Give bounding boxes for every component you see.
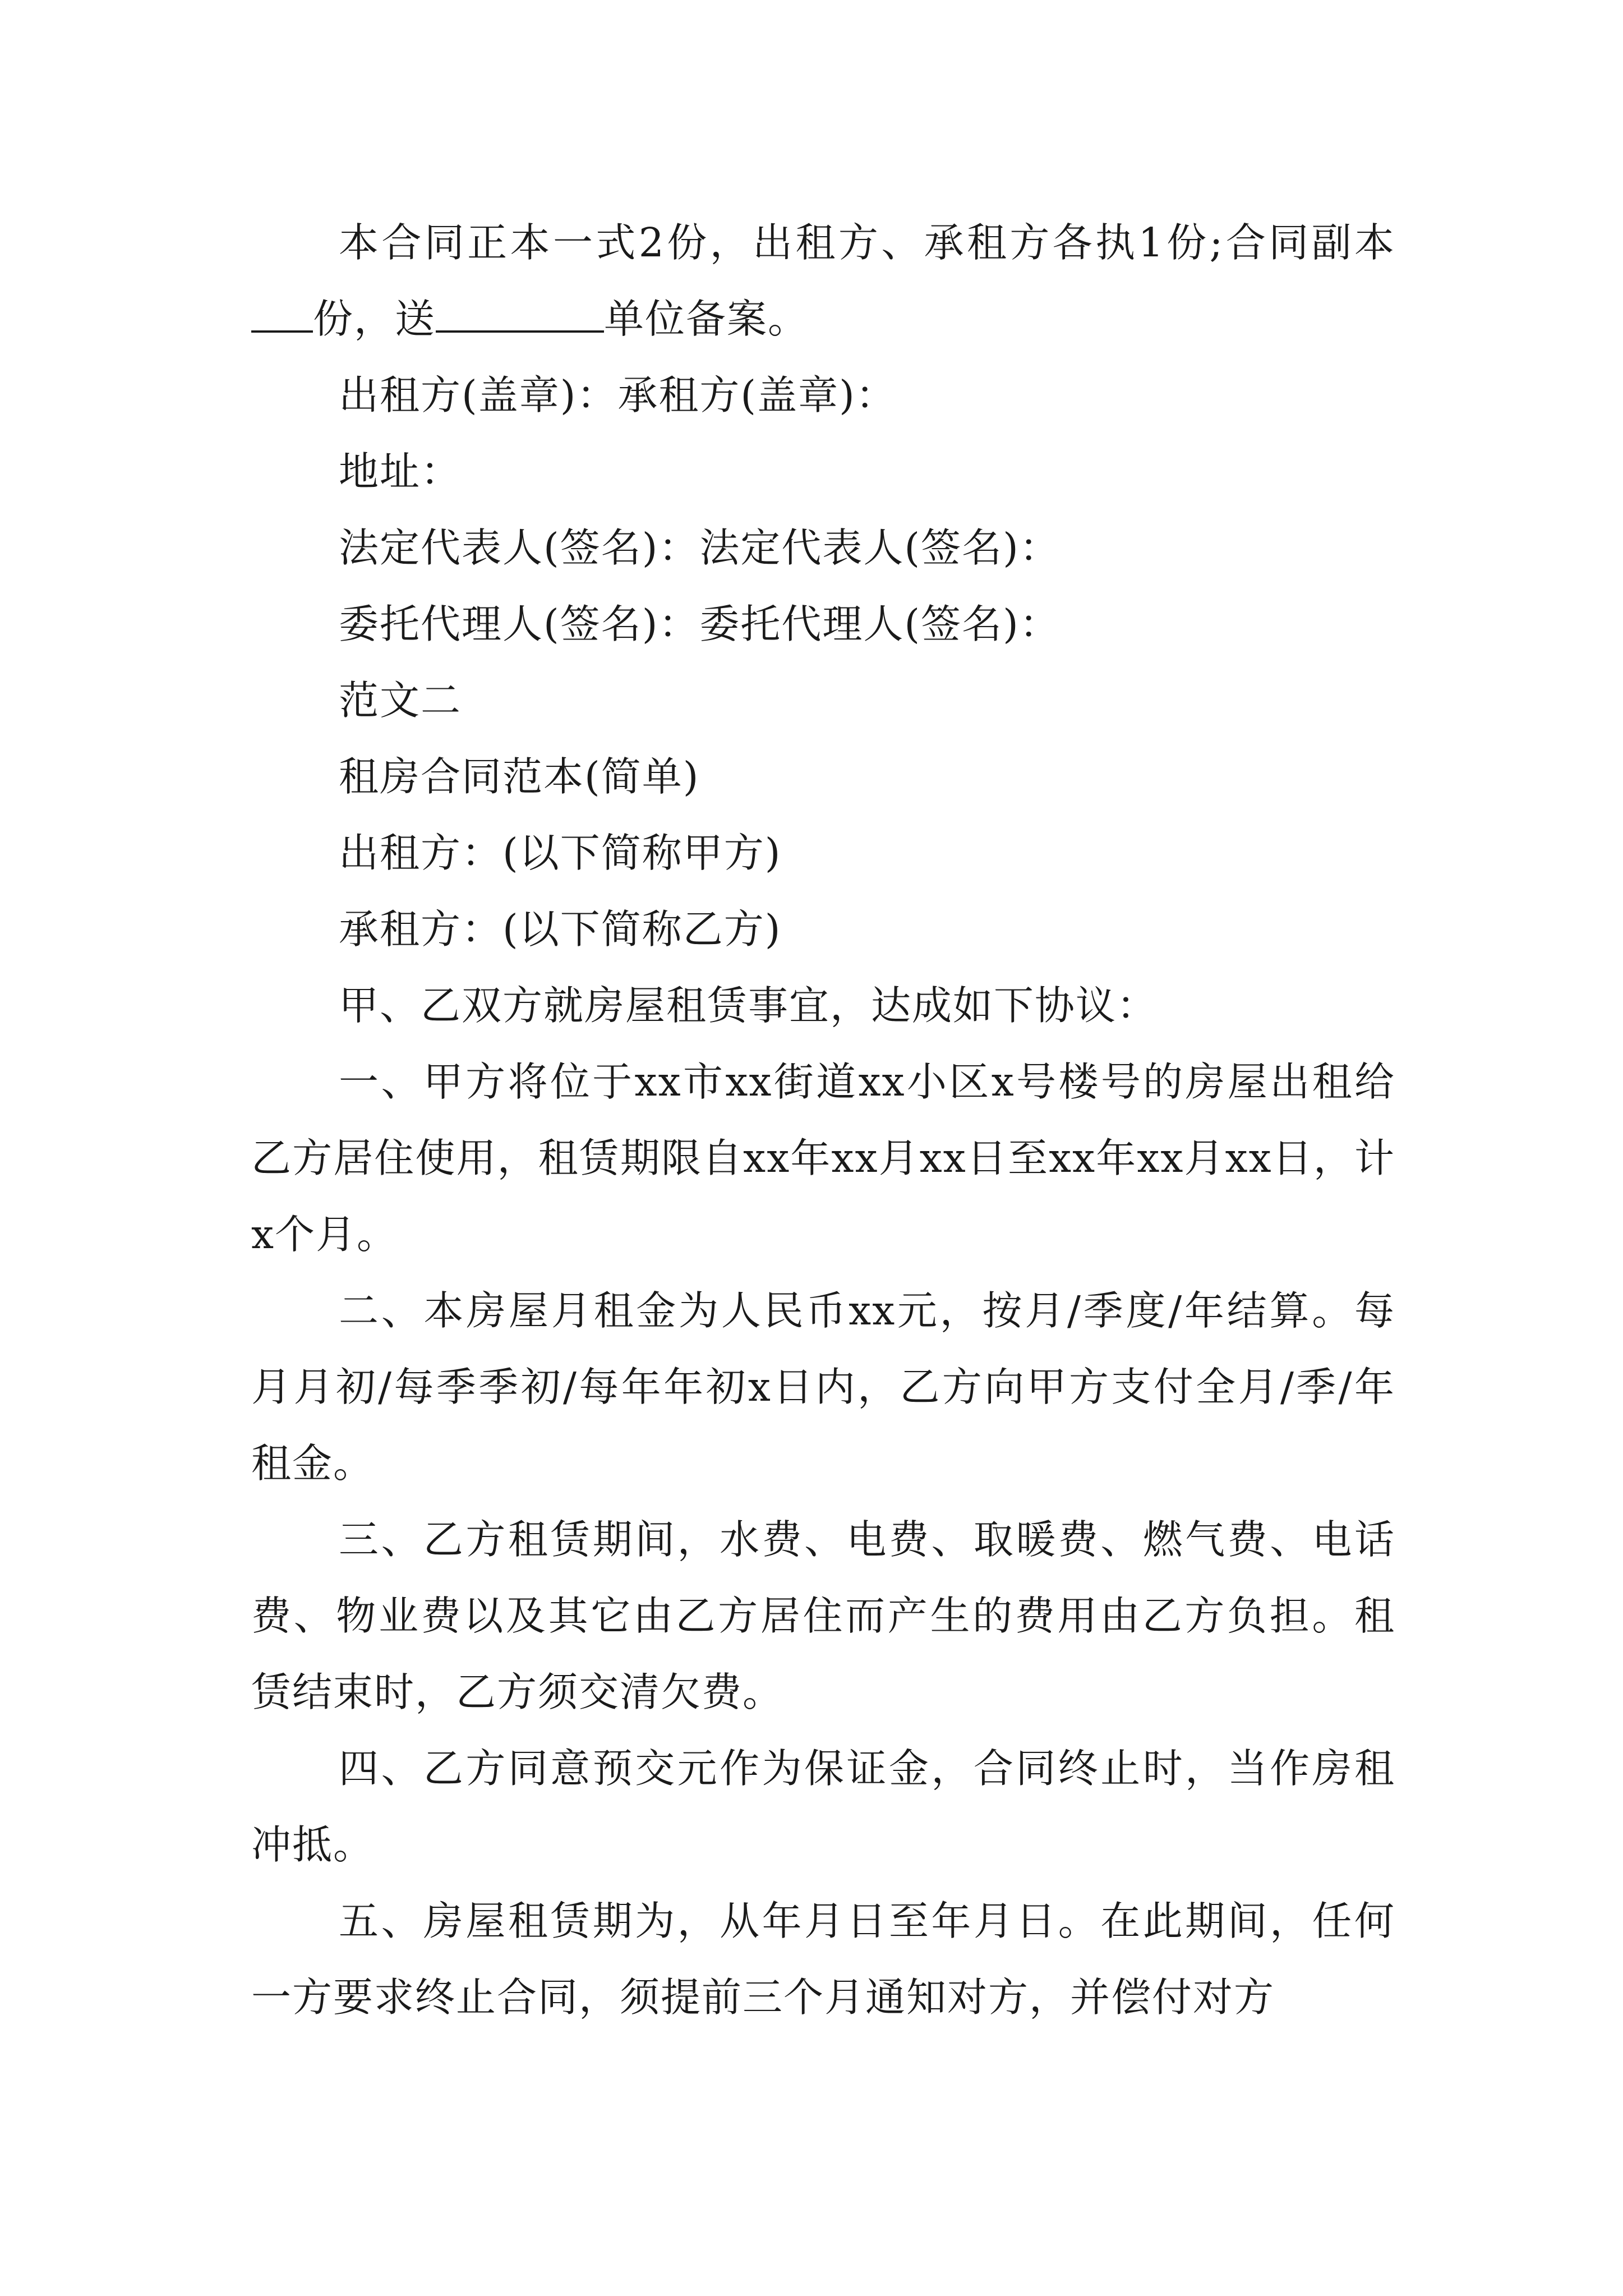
paragraph-clause-2: 二、本房屋月租金为人民币xx元，按月/季度/年结算。每月月初/每季季初/每年年初x日内，乙方向甲方支付全月/季/年租金。	[251, 1287, 1395, 1487]
paragraph-address: 地址：	[339, 448, 462, 495]
copies-clause-text-middle: 份，送	[313, 296, 436, 342]
paragraph-agent: 委托代理人(签名)：委托代理人(签名)：	[339, 601, 1061, 647]
paragraph-copies-clause	[251, 205, 1395, 357]
copies-clause-text-before: 本合同正本一式2份，出租方、承租方各执1份;合同副本	[339, 219, 1395, 266]
copies-count-blank	[251, 297, 313, 333]
paragraph-lessor: 出租方：(以下简称甲方)	[339, 830, 782, 876]
paragraph-agreement-intro: 甲、乙双方就房屋租赁事宜，达成如下协议：	[339, 982, 1158, 1029]
paragraph-clause-3: 三、乙方租赁期间，水费、电费、取暖费、燃气费、电话费、物业费以及其它由乙方居住而产生的费用由乙方负担。租赁结束时，乙方须交清欠费。	[251, 1516, 1395, 1715]
paragraph-legal-rep: 法定代表人(签名)：法定代表人(签名)：	[339, 524, 1061, 571]
document-body	[251, 205, 1395, 2036]
paragraph-lessor-seal: 出租方(盖章)：承租方(盖章)：	[339, 372, 897, 418]
paragraph-sample-two: 范文二	[339, 677, 462, 724]
paragraph-contract-title: 租房合同范本(简单)	[339, 753, 700, 800]
paragraph-clause-1: 一、甲方将位于xx市xx街道xx小区x号楼号的房屋出租给乙方居住使用，租赁期限自xx年xx月xx日至xx年xx月xx日，计x个月。	[251, 1059, 1395, 1258]
paragraph-clause-4: 四、乙方同意预交元作为保证金，合同终止时，当作房租冲抵。	[251, 1745, 1395, 1868]
paragraph-lessee: 承租方：(以下简称乙方)	[339, 906, 782, 953]
paragraph-clause-5: 五、房屋租赁期为，从年月日至年月日。在此期间，任何一方要求终止合同，须提前三个月通知对方，并偿付对方	[251, 1898, 1395, 2021]
filing-unit-blank	[436, 297, 604, 333]
copies-clause-text-after: 单位备案。	[604, 296, 809, 342]
